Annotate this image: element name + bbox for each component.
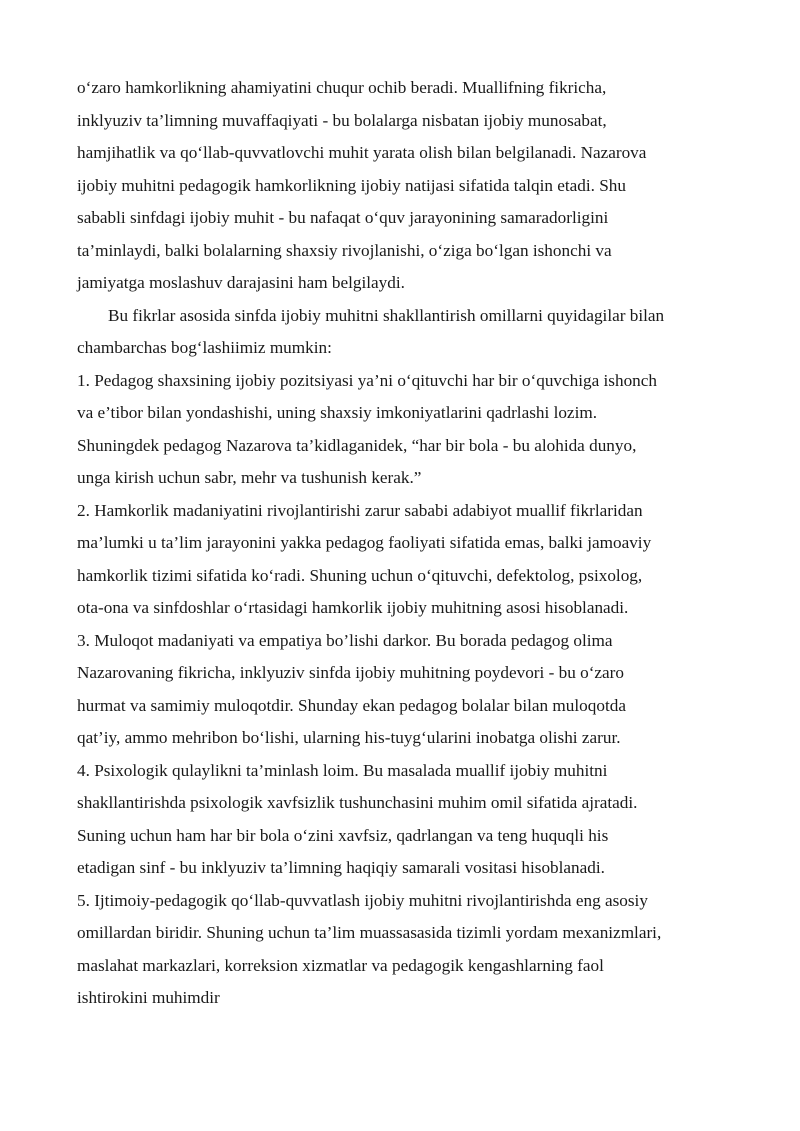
text-line: ishtirokini muhimdir: [77, 988, 220, 1007]
text-line: 4. Psixologik qulaylikni ta’minlash loim. Bu masalada muallif ijobiy muhitni: [77, 760, 608, 780]
text-line: 2. Hamkorlik madaniyatini rivojlantirishi zarur sababi adabiyot muallif fikrlaridan: [77, 500, 643, 520]
text-line: hurmat va samimiy muloqotdir. Shunday ekan pedagog bolalar bilan muloqotda: [77, 695, 626, 715]
text-line: maslahat markazlari, korreksion xizmatlar va pedagogik kengashlarning faol: [77, 955, 604, 975]
text-line: etadigan sinf - bu inklyuziv ta’limning haqiqiy samarali vositasi hisoblanadi.: [77, 858, 605, 877]
list-item-2: [77, 495, 722, 625]
text-line: ota-ona va sinfdoshlar o‘rtasidagi hamkorlik ijobiy muhitning asosi hisoblanadi.: [77, 598, 629, 617]
document-page: [77, 72, 722, 1015]
text-line: ijobiy muhitni pedagogik hamkorlikning ijobiy natijasi sifatida talqin etadi. Shu: [77, 175, 626, 195]
text-line: 5. Ijtimoiy-pedagogik qo‘llab-quvvatlash ijobiy muhitni rivojlantirishda eng asosiy: [77, 890, 648, 910]
text-line: ma’lumki u ta’lim jarayonini yakka pedagog faoliyati sifatida emas, balki jamoaviy: [77, 533, 652, 552]
text-line: unga kirish uchun sabr, mehr va tushunish kerak.”: [77, 468, 422, 487]
text-line: omillardan biridir. Shuning uchun ta’lim muassasasida tizimli yordam mexanizmlari,: [77, 923, 662, 942]
text-line: Bu fikrlar asosida sinfda ijobiy muhitni shakllantirish omillarni quyidagilar bilan: [108, 305, 665, 325]
text-line: sababli sinfdagi ijobiy muhit - bu nafaqat o‘quv jarayonining samaradorligini: [77, 208, 609, 227]
text-line: qat’iy, ammo mehribon bo‘lishi, ularning his-tuyg‘ularini inobatga olishi zarur.: [77, 728, 621, 747]
text-line: 1. Pedagog shaxsining ijobiy pozitsiyasi ya’ni o‘qituvchi har bir o‘quvchiga ishonch: [77, 370, 657, 390]
text-line: hamkorlik tizimi sifatida ko‘radi. Shuning uchun o‘qituvchi, defektolog, psixolog,: [77, 565, 643, 585]
list-item-4: [77, 755, 722, 885]
list-item-1: [77, 365, 722, 495]
text-line: Nazarovaning fikricha, inklyuziv sinfda ijobiy muhitning poydevori - bu o‘zaro: [77, 663, 624, 682]
list-item-3: [77, 625, 722, 755]
paragraph-factors-intro: [77, 300, 722, 365]
text-line: 3. Muloqot madaniyati va empatiya bo’lishi darkor. Bu borada pedagog olima: [77, 630, 613, 650]
text-line: va e’tibor bilan yondashishi, uning shaxsiy imkoniyatlarini qadrlashi lozim.: [77, 403, 598, 422]
text-line: jamiyatga moslashuv darajasini ham belgilaydi.: [77, 273, 405, 292]
text-line: chambarchas bog‘lashiimiz mumkin:: [77, 338, 332, 357]
text-line: ta’minlaydi, balki bolalarning shaxsiy rivojlanishi, o‘ziga bo‘lgan ishonchi va: [77, 240, 612, 260]
text-line: shakllantirishda psixologik xavfsizlik tushunchasini muhim omil sifatida ajratadi.: [77, 793, 638, 812]
list-item-5: [77, 885, 722, 1015]
paragraph-intro: [77, 72, 722, 300]
text-line: hamjihatlik va qo‘llab-quvvatlovchi muhit yarata olish bilan belgilanadi. Nazarova: [77, 143, 647, 162]
text-line: Suning uchun ham har bir bola o‘zini xavfsiz, qadrlangan va teng huquqli his: [77, 825, 609, 845]
text-line: inklyuziv ta’limning muvaffaqiyati - bu bolalarga nisbatan ijobiy munosabat,: [77, 110, 607, 130]
text-line: Shuningdek pedagog Nazarova ta’kidlaganidek, “har bir bola - bu alohida dunyo,: [77, 435, 637, 455]
text-line: o‘zaro hamkorlikning ahamiyatini chuqur ochib beradi. Muallifning fikricha,: [77, 78, 607, 97]
